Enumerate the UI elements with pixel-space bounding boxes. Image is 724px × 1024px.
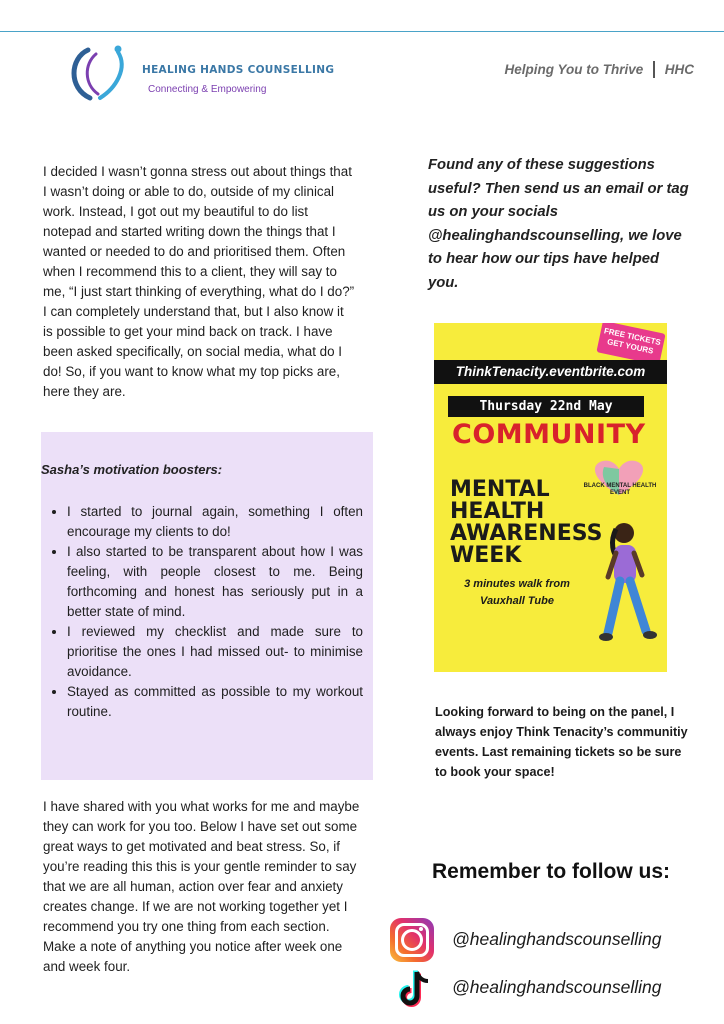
tip-item: • I also started to be transparent about how I was feeling, with people closest to me. Being forthcoming and honest has seriously put in a better state of mind. [67,542,363,622]
brand-name: HEALING HANDS COUNSELLING [142,64,335,76]
short-name: HHC [664,62,694,77]
header-divider [653,61,655,78]
tiktok-icon[interactable] [393,966,437,1010]
follow-heading: Remember to follow us: [432,860,671,883]
brand-tagline: Connecting & Empowering [148,84,267,95]
event-title: MENTAL HEALTH AWARENESS WEEK [450,477,603,568]
event-badge: BLACK MENTAL HEALTH EVENT [583,483,657,496]
brand-logo [66,44,335,102]
event-headline: COMMUNITY [452,419,646,450]
instagram-icon[interactable] [390,918,434,962]
event-date: Thursday 22nd May [448,396,644,417]
tips-list [41,502,363,722]
tiktok-handle[interactable]: @healinghandscounselling [452,977,662,997]
instagram-handle[interactable]: @healinghandscounselling [452,929,662,949]
hands-logo-icon [66,44,136,102]
slogan-text: Helping You to Thrive [504,62,644,77]
tips-title: Sasha’s motivation boosters: [41,462,223,477]
event-location: 3 minutes walk from Vauxhall Tube [464,578,570,607]
tip-item: • Stayed as committed as possible to my workout routine. [67,682,363,722]
header-slogan [504,61,694,78]
event-poster [434,323,667,672]
free-tickets-ribbon: FREE TICKETS GET YOURS [596,323,665,365]
event-url: ThinkTenacity.eventbrite.com [434,360,667,384]
walking-person-icon [594,515,664,665]
call-to-action: Found any of these suggestions useful? Then send us an email or tag us on your socials @healinghandscounselling, we love to hear how our tips have helped you. [428,157,689,291]
header-rule [0,31,724,32]
tip-item: • I reviewed my checklist and made sure to prioritise the ones I had missed out- to minimise avoidance. [67,622,363,682]
closing-paragraph: I have shared with you what works for me and maybe they can work for you too. Below I have set out some great ways to get motivated and beat stress. So, if you’re reading this this is your gentle reminder to say that we are all human, action over fear and anxiety creates change. If we are not working together yet I recommend you try one thing from each section. Make a note of anything you notice after week one and week four. [43,799,360,974]
motivation-boosters-box [41,432,373,780]
intro-paragraph: I decided I wasn’t gonna stress out about things that I wasn’t doing or able to do, outside of my clinical work. Instead, I got out my beautiful to do list notepad and started writing down the things that I wanted or needed to do and prioritised them. Often when I recommend this to a client, they will say to me, “I just start thinking of everything, what do I do?” I can completely understand that, but I also know it is possible to get your mind back on track. I have been asked specifically, on social media, what do I do! So, if you want to know what my top picks are, here they are. [43,164,355,399]
poster-caption: Looking forward to being on the panel, I always enjoy Think Tenacity’s communitiy events. Last remaining tickets so be sure to book your space! [435,705,688,779]
tip-item: • I started to journal again, something I often encourage my clients to do! [67,502,363,542]
